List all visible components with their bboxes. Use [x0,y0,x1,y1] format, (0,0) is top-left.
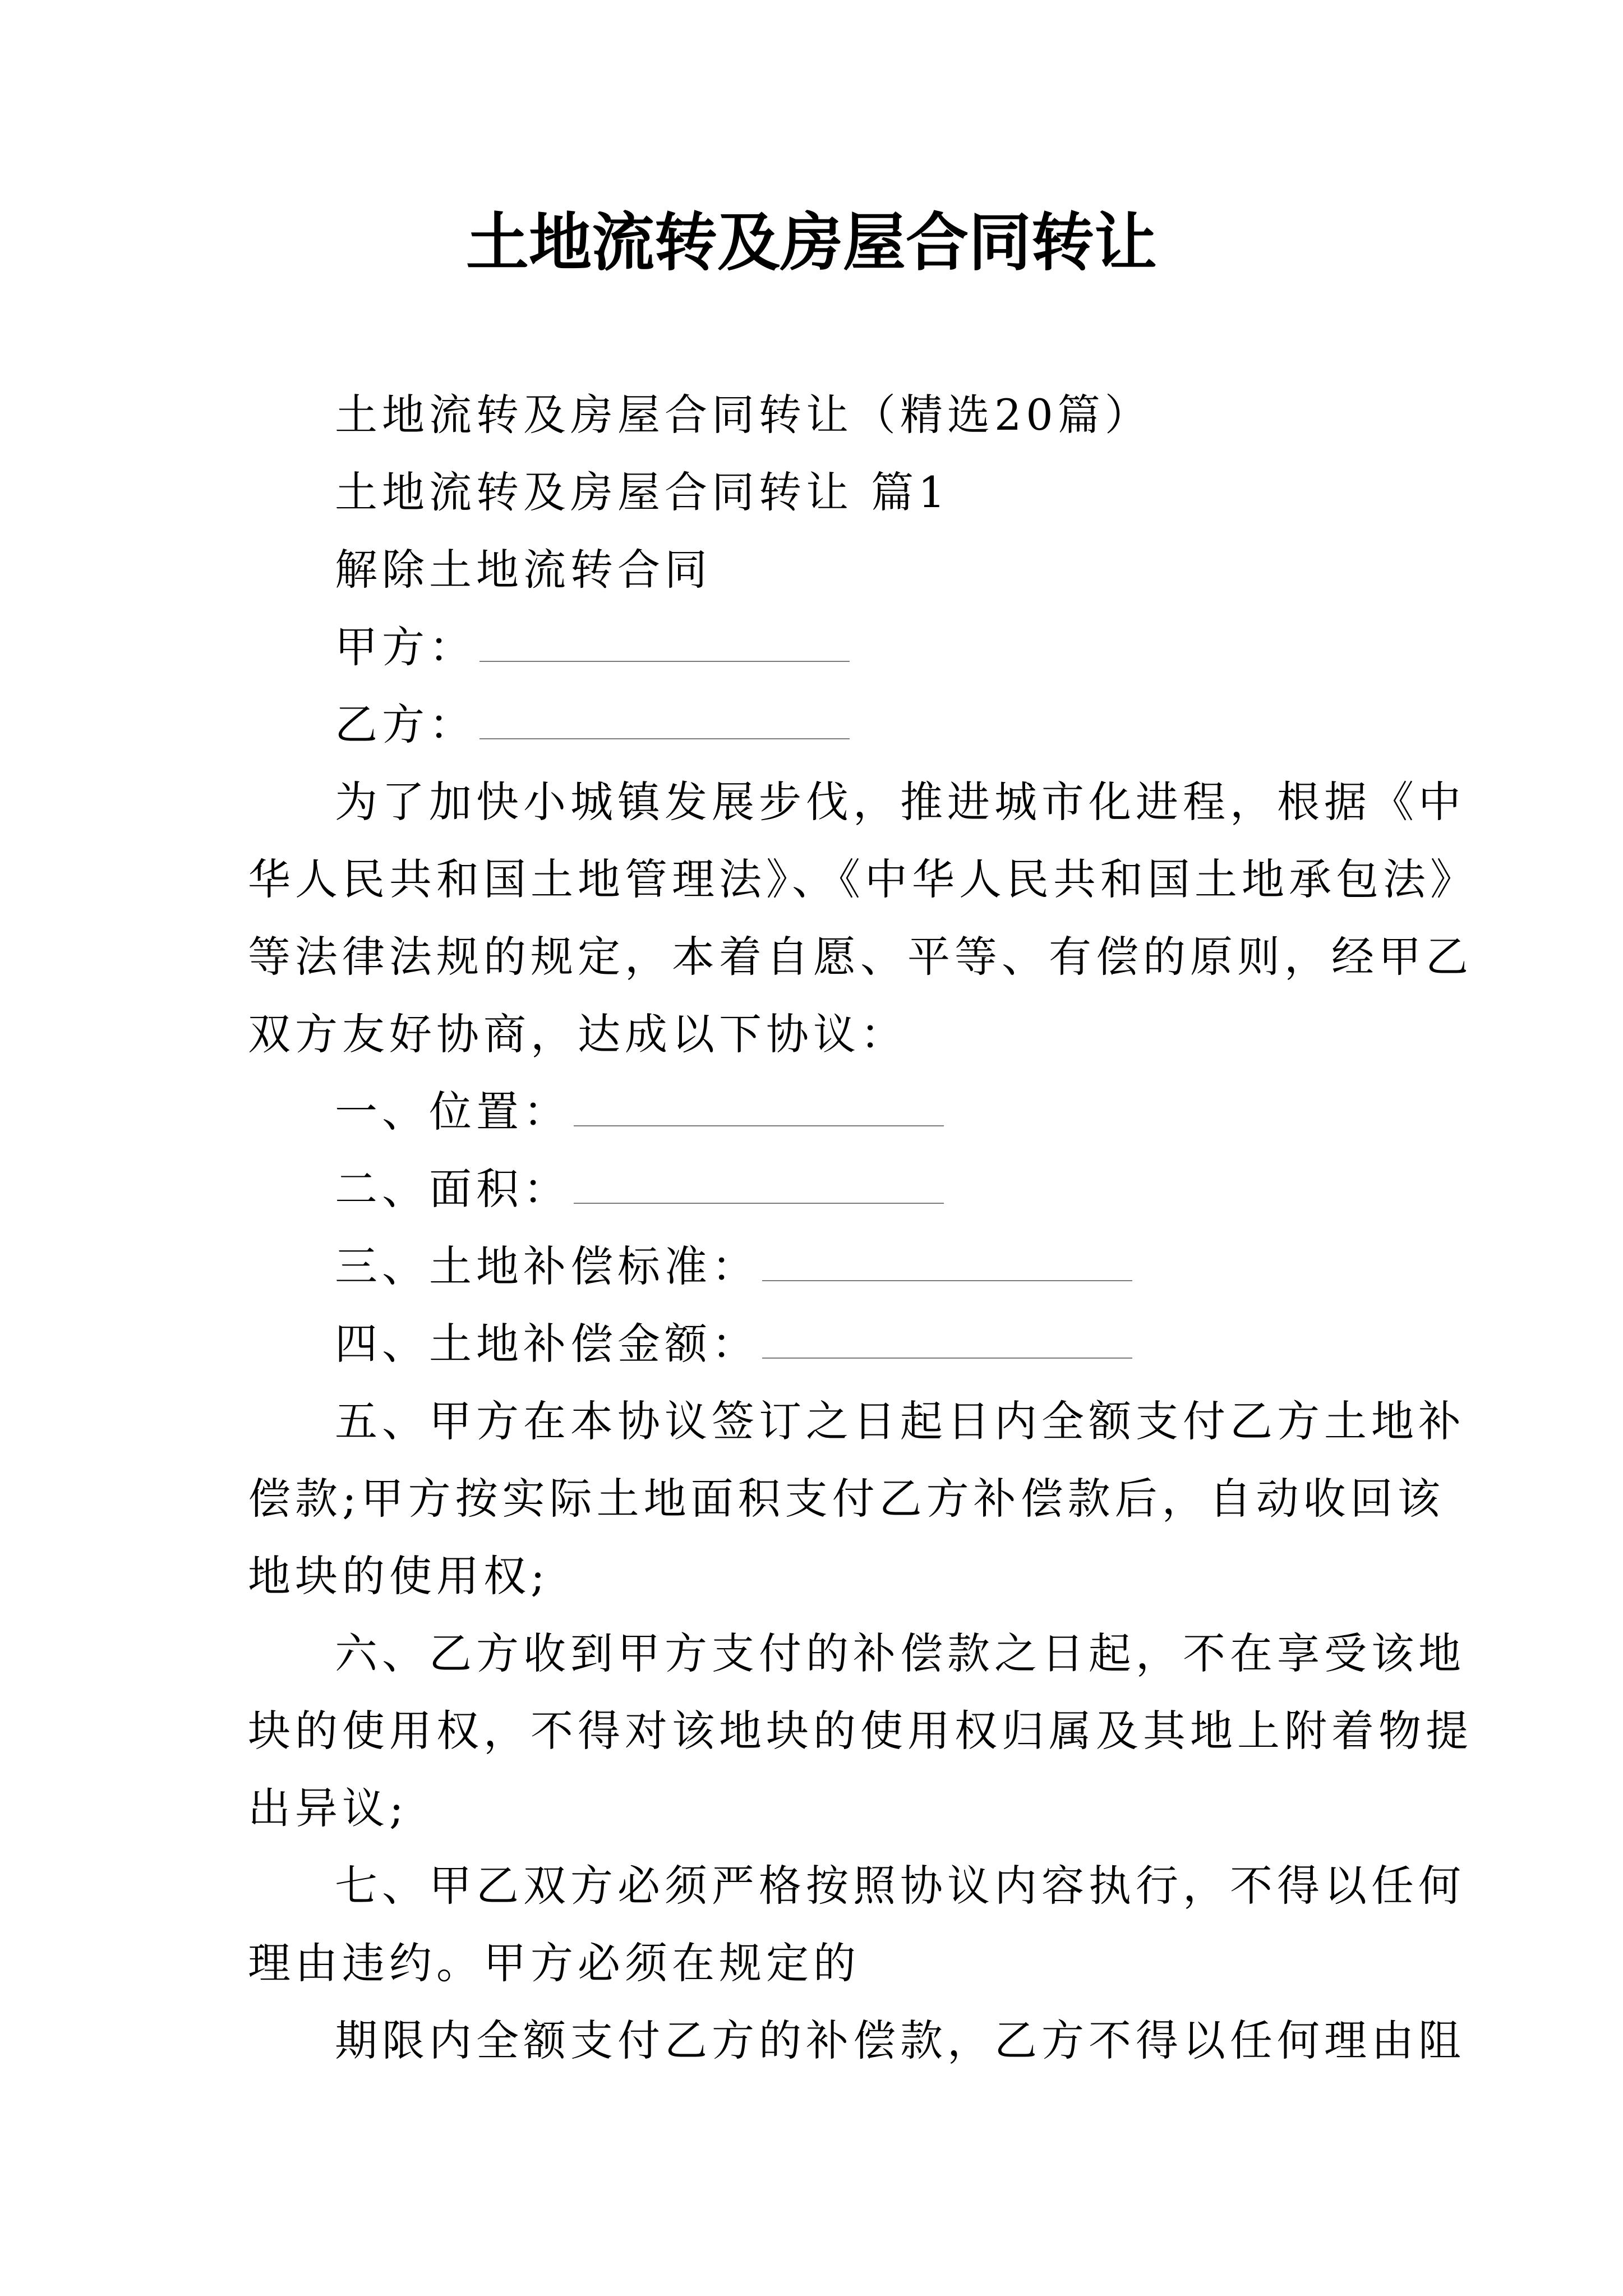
paragraph-line: 五、甲方在本协议签订之日起日内全额支付乙方土地补 [335,1396,1465,1446]
clause-amount-label: 四、土地补偿金额： [335,1319,759,1369]
paragraph-line: 双方友好协商，达成以下协议： [248,1009,907,1059]
contract-name: 解除土地流转合同 [335,545,712,595]
party-b-label: 乙方： [335,700,476,749]
clause-amount-row [335,1316,1132,1372]
paragraph-line: 理由违约。甲方必须在规定的 [248,1938,860,1988]
paragraph-line: 期限内全额支付乙方的补偿款，乙方不得以任何理由阻 [335,2016,1465,2065]
party-b-blank [479,705,850,739]
clause-location-label: 一、位置： [335,1087,570,1137]
paragraph-line: 七、甲乙双方必须严格按照协议内容执行，不得以任何 [335,1861,1465,1911]
subtitle-collection: 土地流转及房屋合同转让（精选20篇） [335,390,1152,440]
clause-standard-blank [762,1246,1132,1281]
party-a-blank [479,627,850,662]
clause-location-blank [574,1092,944,1126]
document-title: 土地流转及房屋合同转让 [466,206,1157,279]
paragraph-line: 块的使用权，不得对该地块的使用权归属及其地上附着物提 [248,1706,1473,1756]
party-a-label: 甲方： [335,622,476,672]
clause-location-row [335,1084,944,1140]
clause-standard-label: 三、土地补偿标准： [335,1241,759,1291]
party-a-row [335,619,850,675]
clause-area-blank [574,1169,944,1204]
clause-amount-blank [762,1324,1132,1359]
clause-standard-row [335,1239,1132,1295]
clause-area-row [335,1161,944,1217]
clause-area-label: 二、面积： [335,1164,570,1214]
paragraph-line: 偿款;甲方按实际土地面积支付乙方补偿款后，自动收回该 [248,1474,1445,1524]
paragraph-line: 华人民共和国土地管理法》、《中华人民共和国土地承包法》 [248,854,1477,904]
paragraph-line: 地块的使用权; [248,1551,550,1601]
section-heading: 土地流转及房屋合同转让 篇1 [335,467,950,517]
paragraph-line: 等法律法规的规定，本着自愿、平等、有偿的原则，经甲乙 [248,932,1473,982]
party-b-row [335,697,850,753]
paragraph-line: 为了加快小城镇发展步伐，推进城市化进程，根据《中 [335,777,1465,827]
paragraph-line: 六、乙方收到甲方支付的补偿款之日起，不在享受该地 [335,1628,1465,1678]
paragraph-line: 出异议; [248,1783,408,1833]
